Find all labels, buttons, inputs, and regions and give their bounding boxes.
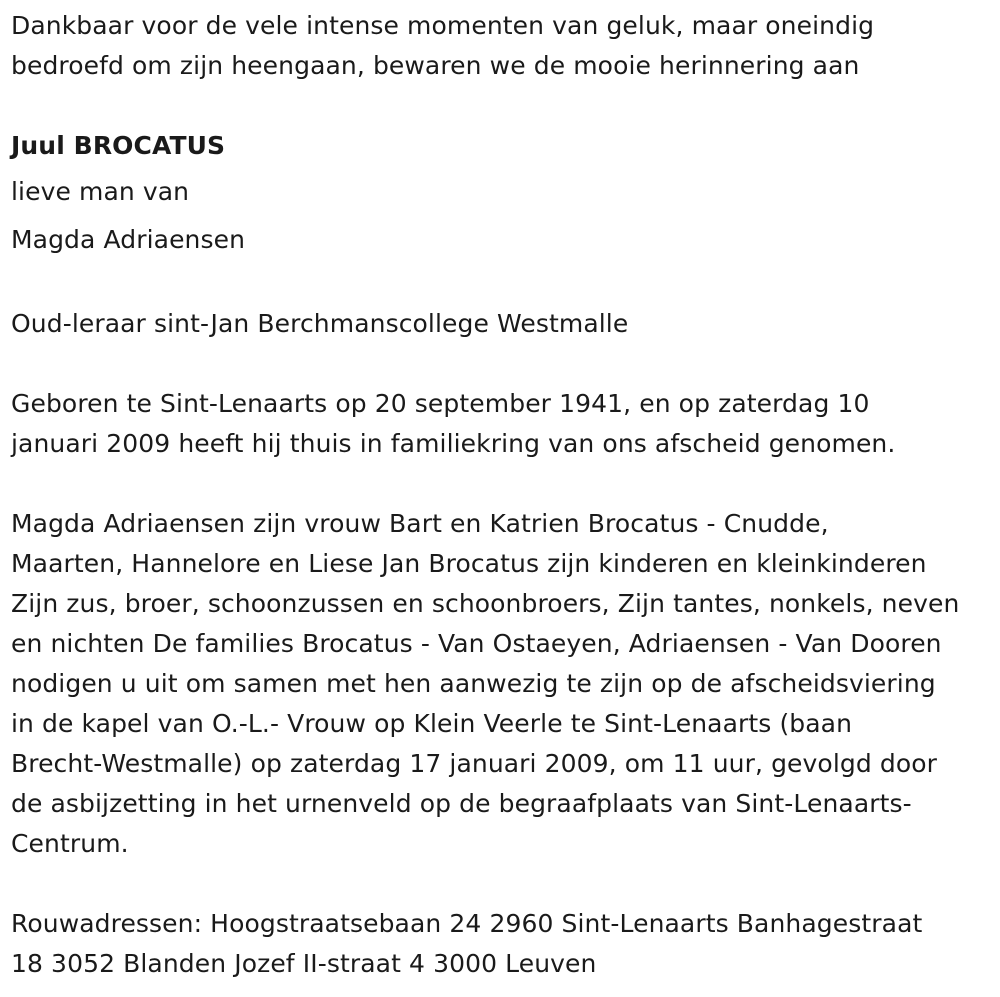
announcement-paragraph [11,504,1000,864]
announcement-line: Brecht-Westmalle) op zaterdag 17 januari 2009, om 11 uur, gevolgd door [11,749,937,778]
occupation-text: Oud-leraar sint-Jan Berchmanscollege Westmalle [11,309,629,338]
announcement-line: Centrum. [11,829,129,858]
announcement-line: Magda Adriaensen zijn vrouw Bart en Katrien Brocatus - Cnudde, [11,509,829,538]
deceased-name: Juul BROCATUS [11,131,226,160]
intro-line-2: bedroefd om zijn heengaan, bewaren we de mooie herinnering aan [11,51,860,80]
announcement-line: nodigen u uit om samen met hen aanwezig te zijn op de afscheidsviering [11,669,936,698]
relation-paragraph [11,168,1000,264]
addresses-line-2: 18 3052 Blanden Jozef II-straat 4 3000 Leuven [11,949,597,978]
intro-line-1: Dankbaar voor de vele intense momenten van geluk, maar oneindig [11,11,875,40]
addresses-line-1: Rouwadressen: Hoogstraatsebaan 24 2960 Sint-Lenaarts Banhagestraat [11,909,923,938]
addresses-paragraph [11,904,1000,984]
announcement-line: Maarten, Hannelore en Liese Jan Brocatus zijn kinderen en kleinkinderen [11,549,927,578]
announcement-line: Zijn zus, broer, schoonzussen en schoonbroers, Zijn tantes, nonkels, neven [11,589,960,618]
birth-death-paragraph [11,384,1000,464]
announcement-line: en nichten De families Brocatus - Van Ostaeyen, Adriaensen - Van Dooren [11,629,942,658]
relation-line-1: lieve man van [11,177,190,206]
birth-death-line-1: Geboren te Sint-Lenaarts op 20 september 1941, en op zaterdag 10 [11,389,870,418]
intro-paragraph [11,6,1000,86]
relation-line-2: Magda Adriaensen [11,225,246,254]
announcement-line: de asbijzetting in het urnenveld op de begraafplaats van Sint-Lenaarts- [11,789,912,818]
announcement-line: in de kapel van O.-L.- Vrouw op Klein Veerle te Sint-Lenaarts (baan [11,709,853,738]
birth-death-line-2: januari 2009 heeft hij thuis in familiekring van ons afscheid genomen. [11,429,896,458]
